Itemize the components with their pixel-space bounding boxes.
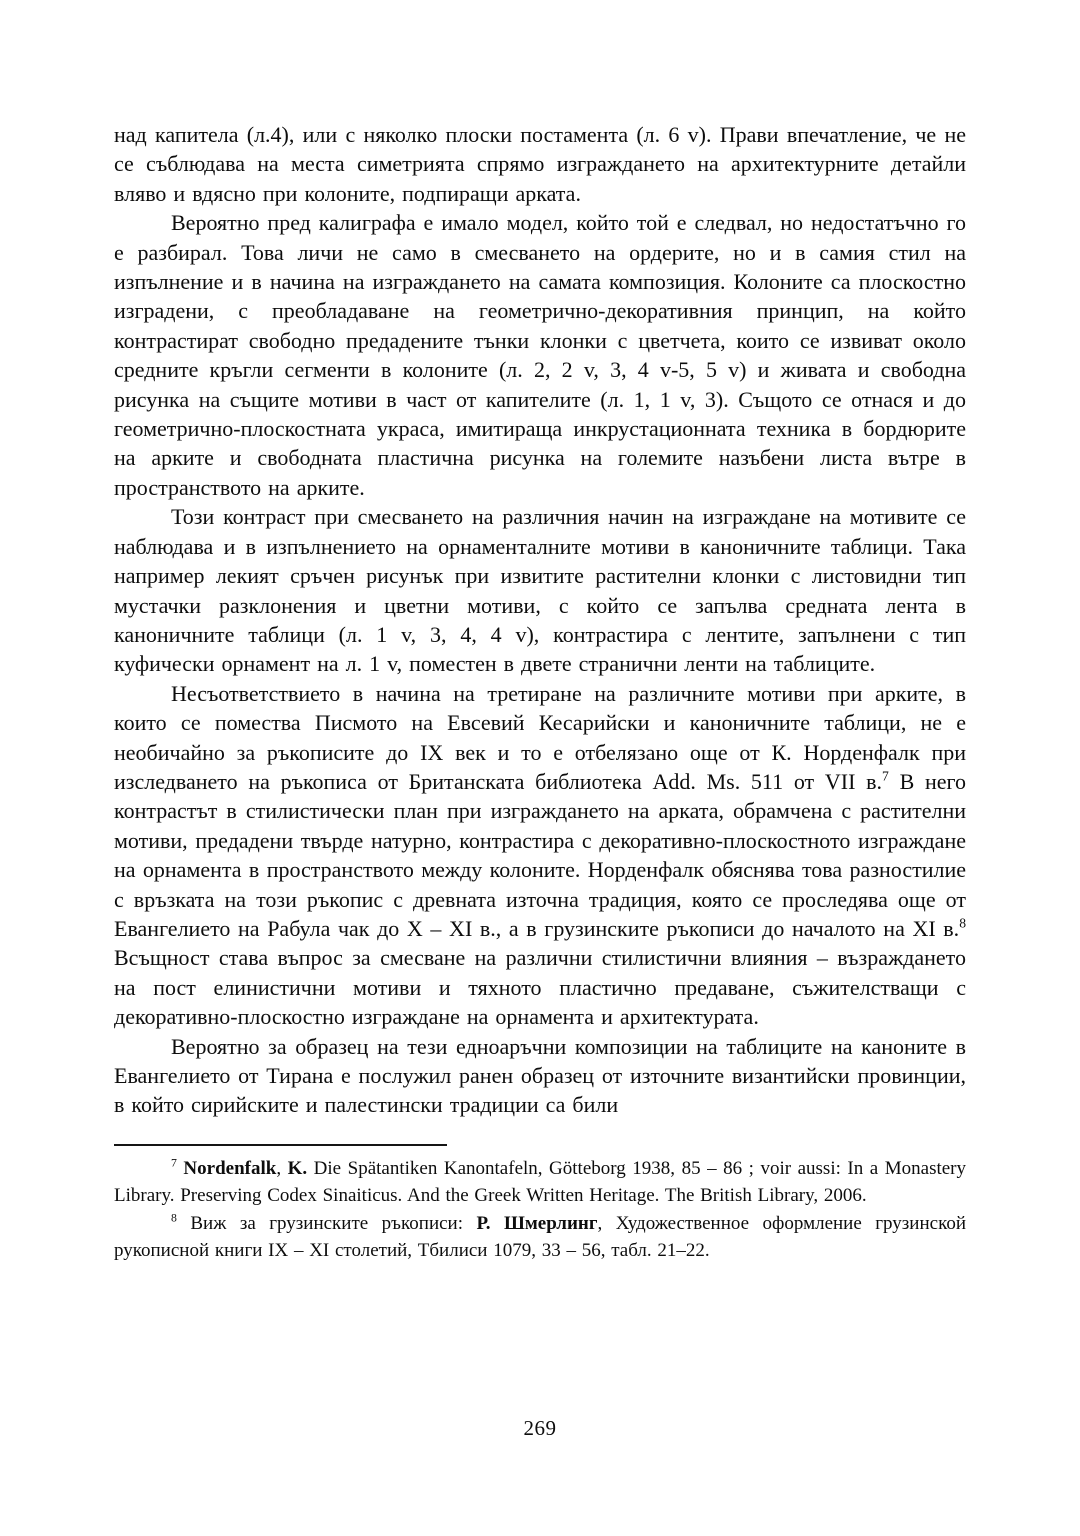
footnote-8: $^8$ Виж за грузинските ръкописи: Р. Шмерлинг, Художественное оформление грузинской рукописной книги IX – XI столетий, Тбилиси 1079, 33 – 56, табл. 21–22. <box>114 1211 967 1262</box>
paragraph-contrast: Този контраст при смесването на различния начин на изграждане на мотивите се наблюдава и в изпълнението на орнаменталните мотиви в каноничните таблици. Така например лекият сръчен рисунък при извитите растителни клонки с листовидни тип мустачки разклонения и цветни мотиви, с който се запълва средната лента в каноничните таблици (л. 1 v, 3, 4, 4 v), контрастира с лентите, запълнени с тип куфически орнамент на л. 1 v, поместен в двете странични ленти на таблиците. <box>114 504 966 677</box>
text-block <box>114 120 966 1264</box>
paragraph-tirana: Вероятно за образец на тези едноаръчни композиции на таблиците на каноните в Евангелието от Тирана е послужил ранен образец от източните византийски провинции, в който сирийските и палестински традиции са били <box>114 1033 966 1118</box>
paragraph-model: Вероятно пред калиграфа е имало модел, който той е следвал, но недостатъчно го е разбирал. Това личи не само в смесването на ордерите, но и в самия стил на изпълнение и в начина на изграждането на самата композиция. Колоните са плоскостно изградени, с преобладаване на геометрично-декоративния принцип, на който контрастират свободно предадените тънки клонки с цветчета, които се извиват около средните кръгли сегменти в колоните (л. 2, 2 v, 3, 4 v-5, 5 v) и живата и свободна рисунка на същите мотиви в част от капителите (л. 1, 1 v, 3). Същото се отнася и до геометрично-плоскостната украса, имитираща инкрустационната техника в бордюрите на арките и свободната пластична рисунка на големите назъбени листа вътре в пространството на арките. <box>114 210 966 500</box>
paragraph-nordenfalk: Несъответствието в начина на третиране на различните мотиви при арките, в които се помества Писмото на Евсевий Кесарийски и каноничните таблици, не е необичайно за ръкописите до IX век и то е отбелязано още от К. Норденфалк при изследването на ръкописа от Британската библиотека Add. Ms. 511 от VII в.$^7$ В него контрастът в стилистически план при изграждането на арката, обрамчена с растителни мотиви, предадени твърде натурно, контрастира с декоративно-плоскостното изграждане на орнамента в пространството между колоните. Норденфалк обяснява това разностилие с връзката на този ръкопис с древната източна традиция, която се проследява още от Евангелието на Рабула чак до X – XI в., а в грузинските ръкописи до началото на XI в.$^8$ Всъщност става въпрос за смесване на различни стилистични влияния – възраждането на пост елинистични мотиви и тяхното пластично предаване, съжителстващи с декоративно-плоскостно изграждане на орнамента и архитектурата. <box>114 680 966 1030</box>
page-number: 269 <box>523 1416 557 1440</box>
body-text <box>114 120 966 1120</box>
footnote-7: $^7$ Nordenfalk, K. Die Spätantiken Kanontafeln, Götteborg 1938, 85 – 86 ; voir aussi: In a Monastery Library. Preserving Codex Sinaiticus. And the Greek Written Heritage. The British Library, 2006. <box>114 1156 966 1207</box>
footnote-separator <box>114 1144 447 1146</box>
paragraph-continuation: над капитела (л.4), или с няколко плоски постамента (л. 6 v). Прави впечатление, че не се съблюдава на места симетрията спрямо изграждането на архитектурните детайли вляво и вдясно при колоните, подпиращи арката. <box>114 122 966 206</box>
footnotes-section <box>114 1144 966 1265</box>
